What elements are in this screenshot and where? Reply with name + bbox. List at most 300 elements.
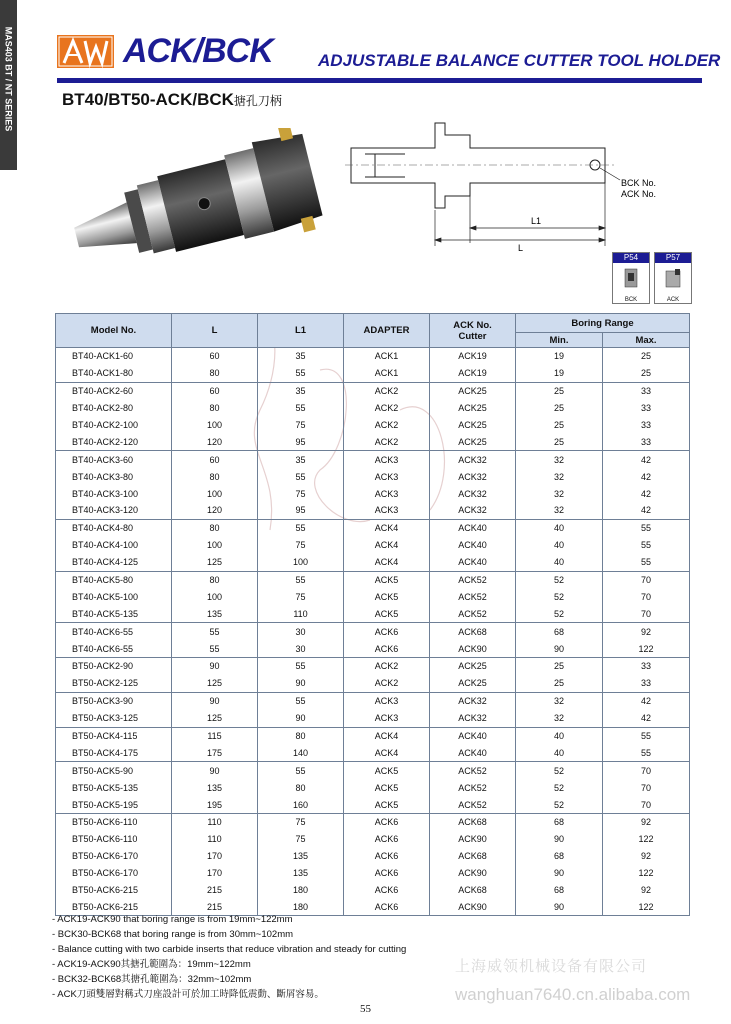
cell-cutter: ACK52 bbox=[430, 779, 516, 796]
cell-min: 52 bbox=[516, 796, 603, 813]
cell-l1: 75 bbox=[258, 537, 344, 554]
cell-l1: 30 bbox=[258, 640, 344, 657]
cell-l1: 75 bbox=[258, 831, 344, 848]
cell-l1: 75 bbox=[258, 588, 344, 605]
cell-adapter: ACK1 bbox=[344, 348, 430, 365]
cell-adapter: ACK3 bbox=[344, 502, 430, 519]
side-tab bbox=[0, 0, 17, 170]
notes bbox=[52, 912, 406, 1002]
table-row bbox=[56, 571, 690, 588]
cell-min: 52 bbox=[516, 571, 603, 588]
cell-model: BT40-ACK5-100 bbox=[56, 588, 172, 605]
cell-min: 52 bbox=[516, 779, 603, 796]
cell-cutter: ACK32 bbox=[430, 710, 516, 727]
header-boring-range: Boring Range bbox=[516, 314, 690, 333]
cell-l: 100 bbox=[172, 485, 258, 502]
cell-cutter: ACK52 bbox=[430, 762, 516, 779]
cell-model: BT50-ACK4-115 bbox=[56, 727, 172, 744]
cell-model: BT50-ACK3-90 bbox=[56, 692, 172, 709]
table-row bbox=[56, 779, 690, 796]
cell-max: 55 bbox=[603, 554, 690, 571]
cell-cutter: ACK52 bbox=[430, 796, 516, 813]
cell-max: 25 bbox=[603, 348, 690, 365]
product-title-text: BT40/BT50-ACK/BCK bbox=[62, 90, 234, 109]
table-row bbox=[56, 537, 690, 554]
cell-cutter: ACK90 bbox=[430, 640, 516, 657]
table-row bbox=[56, 744, 690, 761]
cell-cutter: ACK32 bbox=[430, 451, 516, 468]
spec-table bbox=[55, 313, 690, 916]
table-row bbox=[56, 519, 690, 536]
cell-adapter: ACK5 bbox=[344, 779, 430, 796]
cell-model: BT50-ACK2-90 bbox=[56, 658, 172, 675]
cell-min: 40 bbox=[516, 537, 603, 554]
cell-l: 55 bbox=[172, 623, 258, 640]
cell-model: BT40-ACK2-100 bbox=[56, 417, 172, 434]
cell-l1: 95 bbox=[258, 502, 344, 519]
cell-model: BT50-ACK6-215 bbox=[56, 882, 172, 899]
cell-max: 42 bbox=[603, 710, 690, 727]
cell-adapter: ACK6 bbox=[344, 623, 430, 640]
cell-adapter: ACK6 bbox=[344, 865, 430, 882]
cell-min: 32 bbox=[516, 502, 603, 519]
cell-adapter: ACK4 bbox=[344, 744, 430, 761]
cell-max: 55 bbox=[603, 727, 690, 744]
cell-max: 33 bbox=[603, 417, 690, 434]
cell-adapter: ACK4 bbox=[344, 537, 430, 554]
cell-cutter: ACK32 bbox=[430, 502, 516, 519]
cell-max: 55 bbox=[603, 537, 690, 554]
cell-l1: 135 bbox=[258, 848, 344, 865]
cell-l: 125 bbox=[172, 710, 258, 727]
cell-min: 32 bbox=[516, 710, 603, 727]
header-cutter: ACK No. Cutter bbox=[430, 314, 516, 348]
header-min: Min. bbox=[516, 333, 603, 348]
cell-l1: 75 bbox=[258, 485, 344, 502]
cell-max: 33 bbox=[603, 658, 690, 675]
cell-cutter: ACK19 bbox=[430, 365, 516, 382]
cell-adapter: ACK3 bbox=[344, 485, 430, 502]
cell-min: 40 bbox=[516, 554, 603, 571]
cell-adapter: ACK6 bbox=[344, 899, 430, 916]
cell-l1: 90 bbox=[258, 710, 344, 727]
technical-drawing bbox=[345, 118, 705, 258]
table-row bbox=[56, 348, 690, 365]
cell-model: BT40-ACK1-80 bbox=[56, 365, 172, 382]
cell-adapter: ACK4 bbox=[344, 519, 430, 536]
cell-max: 92 bbox=[603, 623, 690, 640]
table-row bbox=[56, 554, 690, 571]
table-row bbox=[56, 605, 690, 622]
cell-min: 90 bbox=[516, 899, 603, 916]
cell-model: BT40-ACK2-80 bbox=[56, 400, 172, 417]
cell-l1: 95 bbox=[258, 433, 344, 450]
cell-l: 60 bbox=[172, 451, 258, 468]
ref-bck-caption: BCK bbox=[624, 297, 638, 303]
cell-l: 60 bbox=[172, 382, 258, 399]
cell-max: 55 bbox=[603, 519, 690, 536]
cell-model: BT40-ACK6-55 bbox=[56, 640, 172, 657]
cell-model: BT40-ACK1-60 bbox=[56, 348, 172, 365]
cell-adapter: ACK3 bbox=[344, 468, 430, 485]
cell-max: 70 bbox=[603, 796, 690, 813]
label-bck-no: BCK No. bbox=[621, 178, 657, 188]
cell-cutter: ACK52 bbox=[430, 571, 516, 588]
cell-min: 90 bbox=[516, 831, 603, 848]
cell-l1: 35 bbox=[258, 348, 344, 365]
cell-min: 52 bbox=[516, 762, 603, 779]
cell-adapter: ACK6 bbox=[344, 848, 430, 865]
cell-max: 70 bbox=[603, 779, 690, 796]
page-number: 55 bbox=[360, 1003, 371, 1015]
cell-l: 125 bbox=[172, 675, 258, 692]
header-l: L bbox=[172, 314, 258, 348]
cell-l: 100 bbox=[172, 537, 258, 554]
cell-l1: 80 bbox=[258, 779, 344, 796]
note-6: - ACK刀頭雙層對稱式刀座設計可於加工時降低震動、斷屑容易。 bbox=[52, 989, 324, 1000]
table-row bbox=[56, 865, 690, 882]
cell-model: BT50-ACK6-110 bbox=[56, 814, 172, 831]
cell-l1: 180 bbox=[258, 882, 344, 899]
cell-model: BT50-ACK6-215 bbox=[56, 899, 172, 916]
spec-table-body bbox=[56, 348, 690, 916]
cell-max: 122 bbox=[603, 831, 690, 848]
cell-l1: 55 bbox=[258, 468, 344, 485]
cell-cutter: ACK40 bbox=[430, 537, 516, 554]
cell-l1: 55 bbox=[258, 762, 344, 779]
cell-adapter: ACK5 bbox=[344, 571, 430, 588]
cell-cutter: ACK52 bbox=[430, 605, 516, 622]
table-row bbox=[56, 814, 690, 831]
cell-min: 19 bbox=[516, 365, 603, 382]
cell-l1: 160 bbox=[258, 796, 344, 813]
cell-min: 25 bbox=[516, 433, 603, 450]
cell-l: 100 bbox=[172, 417, 258, 434]
table-row bbox=[56, 675, 690, 692]
cell-max: 42 bbox=[603, 502, 690, 519]
note-2: - BCK30-BCK68 that boring range is from 30mm~102mm bbox=[52, 929, 294, 940]
cell-max: 92 bbox=[603, 814, 690, 831]
cell-cutter: ACK90 bbox=[430, 899, 516, 916]
cell-cutter: ACK90 bbox=[430, 831, 516, 848]
cell-cutter: ACK40 bbox=[430, 519, 516, 536]
note-4: - ACK19-ACK90其搪孔範圍為：19mm~122mm bbox=[52, 959, 251, 970]
cell-l1: 140 bbox=[258, 744, 344, 761]
cell-cutter: ACK25 bbox=[430, 675, 516, 692]
cell-cutter: ACK90 bbox=[430, 865, 516, 882]
cell-model: BT40-ACK4-100 bbox=[56, 537, 172, 554]
cell-l: 120 bbox=[172, 433, 258, 450]
cell-l: 135 bbox=[172, 779, 258, 796]
cell-model: BT40-ACK3-120 bbox=[56, 502, 172, 519]
cell-l1: 55 bbox=[258, 571, 344, 588]
cell-model: BT50-ACK2-125 bbox=[56, 675, 172, 692]
table-row bbox=[56, 502, 690, 519]
cell-l: 100 bbox=[172, 588, 258, 605]
table-row bbox=[56, 848, 690, 865]
cell-min: 68 bbox=[516, 623, 603, 640]
table-row bbox=[56, 882, 690, 899]
cell-max: 122 bbox=[603, 640, 690, 657]
table-row bbox=[56, 588, 690, 605]
table-row bbox=[56, 710, 690, 727]
cell-min: 52 bbox=[516, 588, 603, 605]
cell-adapter: ACK5 bbox=[344, 762, 430, 779]
cell-max: 33 bbox=[603, 675, 690, 692]
cell-l1: 55 bbox=[258, 400, 344, 417]
cell-l: 135 bbox=[172, 605, 258, 622]
cell-max: 25 bbox=[603, 365, 690, 382]
cell-max: 70 bbox=[603, 605, 690, 622]
cell-cutter: ACK25 bbox=[430, 400, 516, 417]
cell-model: BT40-ACK5-80 bbox=[56, 571, 172, 588]
cell-adapter: ACK5 bbox=[344, 588, 430, 605]
cell-min: 25 bbox=[516, 675, 603, 692]
note-1: - ACK19-ACK90 that boring range is from 19mm~122mm bbox=[52, 914, 293, 925]
table-row bbox=[56, 485, 690, 502]
cell-l: 170 bbox=[172, 865, 258, 882]
label-l: L bbox=[518, 243, 524, 253]
cell-model: BT40-ACK6-55 bbox=[56, 623, 172, 640]
note-5: - BCK32-BCK68其搪孔範圍為：32mm~102mm bbox=[52, 974, 252, 985]
cell-l1: 90 bbox=[258, 675, 344, 692]
cell-cutter: ACK68 bbox=[430, 623, 516, 640]
header-model: Model No. bbox=[56, 314, 172, 348]
note-3: - Balance cutting with two carbide inserts that reduce vibration and steady for cutting bbox=[52, 944, 407, 955]
cell-max: 33 bbox=[603, 433, 690, 450]
cell-min: 68 bbox=[516, 814, 603, 831]
table-row bbox=[56, 762, 690, 779]
cell-adapter: ACK6 bbox=[344, 831, 430, 848]
cell-max: 33 bbox=[603, 400, 690, 417]
watermark-url: wanghuan7640.cn.alibaba.com bbox=[455, 985, 691, 1004]
cell-min: 32 bbox=[516, 692, 603, 709]
cell-l: 90 bbox=[172, 658, 258, 675]
ref-ack-caption: ACK bbox=[666, 297, 680, 303]
cell-l1: 30 bbox=[258, 623, 344, 640]
cell-model: BT50-ACK6-110 bbox=[56, 831, 172, 848]
cell-max: 55 bbox=[603, 744, 690, 761]
table-row bbox=[56, 623, 690, 640]
ref-ack bbox=[654, 252, 692, 304]
table-row bbox=[56, 468, 690, 485]
cell-model: BT50-ACK5-195 bbox=[56, 796, 172, 813]
cell-adapter: ACK6 bbox=[344, 814, 430, 831]
cell-adapter: ACK6 bbox=[344, 640, 430, 657]
cell-adapter: ACK2 bbox=[344, 658, 430, 675]
table-row bbox=[56, 417, 690, 434]
cell-cutter: ACK52 bbox=[430, 588, 516, 605]
table-row bbox=[56, 433, 690, 450]
ref-ack-page: P57 bbox=[655, 253, 691, 263]
cell-l: 80 bbox=[172, 519, 258, 536]
cell-cutter: ACK25 bbox=[430, 433, 516, 450]
cell-min: 52 bbox=[516, 605, 603, 622]
label-l1: L1 bbox=[531, 216, 542, 226]
cell-l1: 55 bbox=[258, 519, 344, 536]
cell-min: 32 bbox=[516, 451, 603, 468]
cell-adapter: ACK2 bbox=[344, 382, 430, 399]
cell-adapter: ACK1 bbox=[344, 365, 430, 382]
cell-min: 32 bbox=[516, 468, 603, 485]
page-subtitle: ADJUSTABLE BALANCE CUTTER TOOL HOLDER bbox=[318, 51, 721, 70]
cell-adapter: ACK3 bbox=[344, 692, 430, 709]
cell-max: 70 bbox=[603, 588, 690, 605]
header-l1: L1 bbox=[258, 314, 344, 348]
cell-l: 90 bbox=[172, 692, 258, 709]
cell-adapter: ACK3 bbox=[344, 710, 430, 727]
cell-min: 90 bbox=[516, 865, 603, 882]
cell-cutter: ACK40 bbox=[430, 727, 516, 744]
cell-adapter: ACK2 bbox=[344, 400, 430, 417]
cell-l1: 35 bbox=[258, 451, 344, 468]
cell-adapter: ACK4 bbox=[344, 727, 430, 744]
watermark-company: 上海威领机械设备有限公司 bbox=[455, 958, 648, 975]
product-title bbox=[62, 90, 282, 110]
cell-l1: 100 bbox=[258, 554, 344, 571]
cell-cutter: ACK68 bbox=[430, 882, 516, 899]
cell-max: 42 bbox=[603, 451, 690, 468]
cell-cutter: ACK32 bbox=[430, 468, 516, 485]
cell-max: 70 bbox=[603, 571, 690, 588]
cell-l1: 110 bbox=[258, 605, 344, 622]
bck-thumb-icon bbox=[621, 267, 641, 291]
table-row bbox=[56, 451, 690, 468]
cell-max: 42 bbox=[603, 485, 690, 502]
header-max: Max. bbox=[603, 333, 690, 348]
cell-cutter: ACK32 bbox=[430, 692, 516, 709]
cell-l: 80 bbox=[172, 365, 258, 382]
cell-adapter: ACK2 bbox=[344, 417, 430, 434]
cell-l1: 55 bbox=[258, 365, 344, 382]
cell-max: 70 bbox=[603, 762, 690, 779]
table-row bbox=[56, 382, 690, 399]
cell-model: BT40-ACK2-120 bbox=[56, 433, 172, 450]
cell-min: 19 bbox=[516, 348, 603, 365]
cell-model: BT40-ACK3-80 bbox=[56, 468, 172, 485]
cell-cutter: ACK25 bbox=[430, 382, 516, 399]
cell-min: 68 bbox=[516, 882, 603, 899]
cell-max: 92 bbox=[603, 848, 690, 865]
cell-l1: 135 bbox=[258, 865, 344, 882]
brand-logo bbox=[57, 35, 114, 68]
table-row bbox=[56, 692, 690, 709]
cell-model: BT40-ACK2-60 bbox=[56, 382, 172, 399]
cell-l: 55 bbox=[172, 640, 258, 657]
cell-l1: 75 bbox=[258, 417, 344, 434]
table-row bbox=[56, 831, 690, 848]
cell-l1: 35 bbox=[258, 382, 344, 399]
table-row bbox=[56, 640, 690, 657]
cell-adapter: ACK3 bbox=[344, 451, 430, 468]
cell-l: 115 bbox=[172, 727, 258, 744]
cell-l: 215 bbox=[172, 882, 258, 899]
cell-adapter: ACK5 bbox=[344, 796, 430, 813]
ref-bck bbox=[612, 252, 650, 304]
cell-model: BT40-ACK4-125 bbox=[56, 554, 172, 571]
cell-l: 175 bbox=[172, 744, 258, 761]
cell-cutter: ACK25 bbox=[430, 658, 516, 675]
page-title: ACK/BCK bbox=[123, 32, 273, 70]
cell-model: BT40-ACK5-135 bbox=[56, 605, 172, 622]
table-row bbox=[56, 796, 690, 813]
title-rule bbox=[57, 78, 702, 83]
cell-max: 42 bbox=[603, 468, 690, 485]
ref-bck-page: P54 bbox=[613, 253, 649, 263]
tool-holder-photo bbox=[55, 128, 340, 278]
side-tab-label: MAS403 BT / NT SERIES bbox=[3, 26, 14, 132]
cell-l: 195 bbox=[172, 796, 258, 813]
cell-l1: 55 bbox=[258, 692, 344, 709]
cell-l: 60 bbox=[172, 348, 258, 365]
cell-model: BT50-ACK6-170 bbox=[56, 848, 172, 865]
cell-model: BT50-ACK6-170 bbox=[56, 865, 172, 882]
cell-adapter: ACK2 bbox=[344, 675, 430, 692]
cell-max: 42 bbox=[603, 692, 690, 709]
cell-cutter: ACK32 bbox=[430, 485, 516, 502]
table-row bbox=[56, 400, 690, 417]
cell-min: 40 bbox=[516, 519, 603, 536]
cell-model: BT40-ACK3-60 bbox=[56, 451, 172, 468]
cell-model: BT50-ACK4-175 bbox=[56, 744, 172, 761]
cell-l: 110 bbox=[172, 814, 258, 831]
cell-max: 33 bbox=[603, 382, 690, 399]
cell-l: 80 bbox=[172, 571, 258, 588]
cell-min: 40 bbox=[516, 744, 603, 761]
cell-l1: 80 bbox=[258, 727, 344, 744]
ack-thumb-icon bbox=[663, 267, 683, 291]
cell-adapter: ACK5 bbox=[344, 605, 430, 622]
cell-adapter: ACK6 bbox=[344, 882, 430, 899]
cell-min: 90 bbox=[516, 640, 603, 657]
cell-model: BT50-ACK5-135 bbox=[56, 779, 172, 796]
cell-adapter: ACK2 bbox=[344, 433, 430, 450]
cell-min: 40 bbox=[516, 727, 603, 744]
cell-l: 120 bbox=[172, 502, 258, 519]
cell-cutter: ACK40 bbox=[430, 554, 516, 571]
table-row bbox=[56, 727, 690, 744]
cell-max: 122 bbox=[603, 899, 690, 916]
cell-cutter: ACK68 bbox=[430, 848, 516, 865]
cell-cutter: ACK40 bbox=[430, 744, 516, 761]
cell-min: 25 bbox=[516, 658, 603, 675]
cell-l1: 75 bbox=[258, 814, 344, 831]
product-title-cn: 搪孔刀柄 bbox=[233, 94, 282, 108]
table-row bbox=[56, 365, 690, 382]
cell-min: 32 bbox=[516, 485, 603, 502]
cell-max: 92 bbox=[603, 882, 690, 899]
cell-l1: 180 bbox=[258, 899, 344, 916]
cell-min: 25 bbox=[516, 382, 603, 399]
label-ack-no: ACK No. bbox=[621, 189, 657, 199]
cell-cutter: ACK25 bbox=[430, 417, 516, 434]
table-row bbox=[56, 658, 690, 675]
cell-l: 80 bbox=[172, 400, 258, 417]
cell-model: BT40-ACK4-80 bbox=[56, 519, 172, 536]
header-adapter: ADAPTER bbox=[344, 314, 430, 348]
cell-l1: 55 bbox=[258, 658, 344, 675]
cell-min: 68 bbox=[516, 848, 603, 865]
cell-max: 122 bbox=[603, 865, 690, 882]
page-references bbox=[612, 252, 692, 304]
cell-model: BT50-ACK5-90 bbox=[56, 762, 172, 779]
cell-model: BT40-ACK3-100 bbox=[56, 485, 172, 502]
cell-l: 90 bbox=[172, 762, 258, 779]
cell-model: BT50-ACK3-125 bbox=[56, 710, 172, 727]
cell-l: 110 bbox=[172, 831, 258, 848]
cell-cutter: ACK68 bbox=[430, 814, 516, 831]
cell-l: 80 bbox=[172, 468, 258, 485]
